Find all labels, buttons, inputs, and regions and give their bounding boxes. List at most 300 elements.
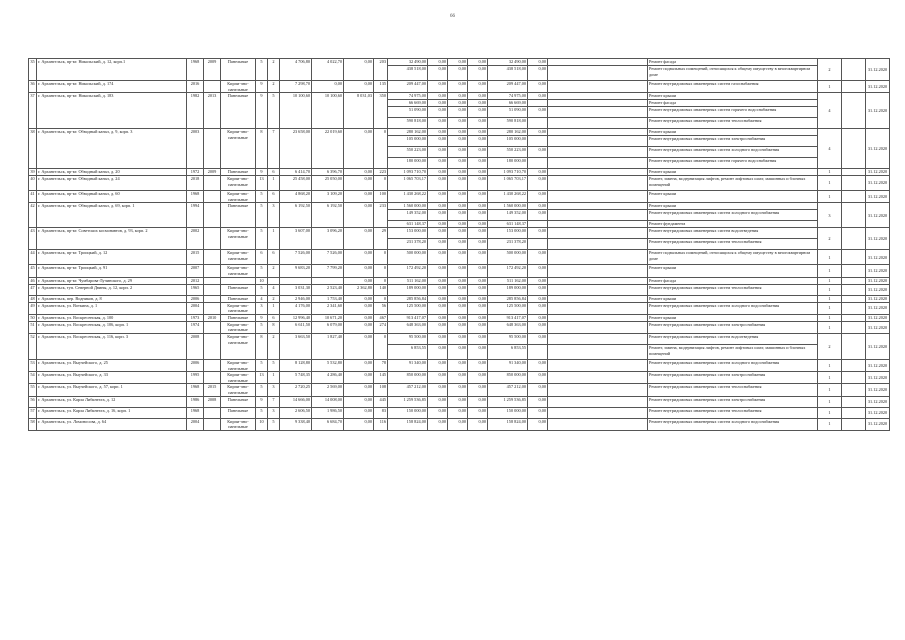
works-count-cell: 1	[818, 396, 842, 407]
other-funds-cell: 0,00	[528, 147, 548, 158]
municipal-area-cell: 0,00	[344, 191, 374, 203]
address-cell: г. Архангельск, ул. Воскресенская, д. 100	[37, 314, 187, 321]
owners-funds-cell: 1 560 000,00	[488, 203, 528, 210]
build-year-cell: 1968	[187, 59, 204, 81]
fund-regional-cell: 0,00	[448, 284, 468, 295]
row-number: 45	[29, 265, 37, 277]
total-area-cell: 2 720,25	[280, 384, 312, 396]
total-area-cell: 9 338,40	[280, 418, 312, 430]
blank-cell	[842, 277, 866, 284]
deadline-date-cell: 31.12.2020	[866, 295, 890, 302]
total-area-cell: 25 458,00	[280, 176, 312, 191]
work-description-cell: Ремонт внутридомовых инженерных систем газоснабжения	[648, 81, 818, 93]
work-description-cell: Ремонт крыши	[648, 129, 818, 136]
table-row	[29, 384, 890, 396]
fund-local-cell: 0,00	[468, 191, 488, 203]
cost-total-cell: 74 975,00	[388, 93, 428, 100]
spacer-cell	[548, 284, 648, 295]
other-funds-cell: 0,00	[528, 203, 548, 210]
address-cell: г. Архангельск, ул. Воскресенская, д. 106, корп. 1	[37, 321, 187, 333]
row-number: 51	[29, 321, 37, 333]
work-description-cell: Ремонт крыши	[648, 295, 818, 302]
work-description-cell: Ремонт внутридомовых инженерных систем теплоснабжения	[648, 384, 818, 396]
row-number: 41	[29, 191, 37, 203]
fund-regional-cell: 0,00	[448, 418, 468, 430]
renovation-year-cell	[204, 359, 221, 371]
fund-regional-cell: 0,00	[448, 203, 468, 210]
build-year-cell: 2012	[187, 277, 204, 284]
living-area-cell: 2 569,00	[312, 384, 344, 396]
work-description-cell: Ремонт внутридомовых инженерных систем водоотведения	[648, 228, 818, 239]
fund-regional-cell: 0,00	[448, 59, 468, 66]
works-count-cell: 2	[818, 228, 842, 250]
living-area-cell: 10 671,20	[312, 314, 344, 321]
floors-cell: 5	[256, 191, 268, 203]
works-count-cell: 4	[818, 93, 842, 129]
blank-cell	[842, 129, 866, 169]
address-cell: г. Архангельск, ул. Выучейского, д. 25	[37, 359, 187, 371]
living-area-cell: 3 096,20	[312, 228, 344, 250]
municipal-area-cell: 0,00	[344, 384, 374, 396]
spacer-cell	[548, 100, 648, 107]
residents-cell: 83	[374, 407, 388, 418]
blank-cell	[842, 203, 866, 228]
spacer-cell	[548, 176, 648, 191]
floors-cell: 13	[256, 372, 268, 384]
spacer-cell	[548, 265, 648, 277]
residents-cell: 0	[374, 129, 388, 169]
work-description-cell: Ремонт внутридомовых инженерных систем холодного водоснабжения	[648, 418, 818, 430]
address-cell: г. Архангельск, пр-кт. Обводный канал, д. 9, корп. 3	[37, 129, 187, 169]
floors-cell: 8	[256, 333, 268, 359]
wall-material-cell: Кирпи-чно-панельные	[221, 302, 256, 314]
fund-local-cell: 0,00	[468, 107, 488, 118]
deadline-date-cell: 31.12.2020	[866, 129, 890, 169]
work-description-cell: Ремонт внутридомовых инженерных систем электроснабжения	[648, 321, 818, 333]
total-area-cell: 8 128,80	[280, 359, 312, 371]
fund-federal-cell: 0,00	[428, 302, 448, 314]
fund-federal-cell: 0,00	[428, 295, 448, 302]
entrances-cell	[268, 277, 280, 284]
blank-cell	[842, 359, 866, 371]
municipal-area-cell: 0,00	[344, 302, 374, 314]
total-area-cell: 6 611,50	[280, 321, 312, 333]
residents-cell: 116	[374, 418, 388, 430]
table-row	[29, 396, 890, 407]
row-number: 53	[29, 359, 37, 371]
renovation-year-cell	[204, 228, 221, 250]
blank-cell	[842, 284, 866, 295]
address-cell: г. Архангельск, пр-кт. Никольский, д. 12, корп.1	[37, 59, 187, 81]
other-funds-cell: 0,00	[528, 396, 548, 407]
work-description-cell: Ремонт внутридомовых инженерных систем электроснабжения	[648, 372, 818, 384]
fund-local-cell: 0,00	[468, 239, 488, 250]
fund-federal-cell: 0,00	[428, 147, 448, 158]
cost-total-cell: 51 090,00	[388, 107, 428, 118]
cost-total-cell: 850 000,00	[388, 372, 428, 384]
living-area-cell: 22 019,60	[312, 129, 344, 169]
wall-material-cell: Панельные	[221, 295, 256, 302]
row-number: 47	[29, 284, 37, 295]
entrances-cell: 7	[268, 396, 280, 407]
entrances-cell: 5	[268, 359, 280, 371]
owners-funds-cell: 189 000,00	[488, 284, 528, 295]
spacer-cell	[548, 136, 648, 147]
fund-regional-cell: 0,00	[448, 384, 468, 396]
deadline-date-cell: 31.12.2020	[866, 93, 890, 129]
fund-federal-cell: 0,00	[428, 372, 448, 384]
fund-local-cell: 0,00	[468, 100, 488, 107]
address-cell: г. Архангельск, пр-кт. Обводный канал, д. 69, корп. 1	[37, 203, 187, 228]
fund-federal-cell: 0,00	[428, 136, 448, 147]
spacer-cell	[548, 321, 648, 333]
build-year-cell: 2002	[187, 228, 204, 250]
work-description-cell: Ремонт фасада	[648, 277, 818, 284]
owners-funds-cell: 631 148,37	[488, 221, 528, 228]
capital-repair-register-table	[28, 58, 890, 431]
residents-cell: 467	[374, 314, 388, 321]
residents-cell: 233	[374, 203, 388, 228]
fund-federal-cell: 0,00	[428, 384, 448, 396]
build-year-cell: 2018	[187, 176, 204, 191]
table-row	[29, 129, 890, 136]
living-area-cell: 6 684,70	[312, 418, 344, 430]
floors-cell: 6	[256, 250, 268, 265]
works-count-cell: 1	[818, 295, 842, 302]
spacer-cell	[548, 221, 648, 228]
total-area-cell: 3 663,50	[280, 333, 312, 359]
blank-cell	[842, 191, 866, 203]
fund-federal-cell: 0,00	[428, 265, 448, 277]
deadline-date-cell: 31.12.2020	[866, 396, 890, 407]
fund-federal-cell: 0,00	[428, 221, 448, 228]
wall-material-cell: Кирпи-чно-панельные	[221, 228, 256, 250]
deadline-date-cell: 31.12.2020	[866, 169, 890, 176]
municipal-area-cell: 0,00	[344, 418, 374, 430]
fund-federal-cell: 0,00	[428, 314, 448, 321]
floors-cell: 9	[256, 396, 268, 407]
residents-cell: 135	[374, 81, 388, 93]
residents-cell: 0	[374, 295, 388, 302]
works-count-cell: 1	[818, 277, 842, 284]
work-description-cell: Ремонт крыши	[648, 203, 818, 210]
work-description-cell: Ремонт внутридомовых инженерных систем электроснабжения	[648, 136, 818, 147]
fund-regional-cell: 0,00	[448, 321, 468, 333]
fund-regional-cell: 0,00	[448, 228, 468, 239]
living-area-cell: 25 050,00	[312, 176, 344, 191]
other-funds-cell: 0,00	[528, 284, 548, 295]
fund-local-cell: 0,00	[468, 384, 488, 396]
other-funds-cell: 0,00	[528, 59, 548, 66]
residents-cell: 0	[374, 333, 388, 359]
address-cell: г. Архангельск, пр-кт. Обводный канал, д. 24	[37, 176, 187, 191]
fund-regional-cell: 0,00	[448, 396, 468, 407]
address-cell: г. Архангельск, ул. Выучейского, д. 57, корп. 1	[37, 384, 187, 396]
fund-local-cell: 0,00	[468, 81, 488, 93]
build-year-cell: 1995	[187, 372, 204, 384]
other-funds-cell: 0,00	[528, 250, 548, 265]
owners-funds-cell: 149 352,00	[488, 210, 528, 221]
fund-federal-cell: 0,00	[428, 333, 448, 344]
cost-total-cell: 438 518,00	[388, 66, 428, 81]
municipal-area-cell: 0,00	[344, 176, 374, 191]
deadline-date-cell: 31.12.2020	[866, 407, 890, 418]
owners-funds-cell: 1 093 710,70	[488, 169, 528, 176]
municipal-area-cell: 0,00	[344, 59, 374, 81]
spacer-cell	[548, 66, 648, 81]
other-funds-cell	[528, 239, 548, 250]
blank-cell	[842, 250, 866, 265]
works-count-cell: 1	[818, 418, 842, 430]
fund-regional-cell: 0,00	[448, 314, 468, 321]
fund-federal-cell: 0,00	[428, 176, 448, 191]
blank-cell	[842, 93, 866, 129]
municipal-area-cell: 0,00	[344, 277, 374, 284]
fund-local-cell: 0,00	[468, 66, 488, 81]
floors-cell: 5	[256, 359, 268, 371]
owners-funds-cell: 66 669,00	[488, 100, 528, 107]
renovation-year-cell	[204, 418, 221, 430]
spacer-cell	[548, 118, 648, 129]
spacer-cell	[548, 158, 648, 169]
fund-local-cell: 0,00	[468, 221, 488, 228]
fund-local-cell: 0,00	[468, 169, 488, 176]
address-cell: г. Архангельск, пр-кт. Обводный канал, д. 20	[37, 169, 187, 176]
residents-cell: 145	[374, 372, 388, 384]
owners-funds-cell: 1 430 268,22	[488, 191, 528, 203]
owners-funds-cell: 158 824,00	[488, 418, 528, 430]
works-count-cell: 1	[818, 407, 842, 418]
fund-local-cell: 0,00	[468, 93, 488, 100]
fund-regional-cell: 0,00	[448, 372, 468, 384]
row-number: 56	[29, 396, 37, 407]
cost-total-cell: 1 065 703,17	[388, 176, 428, 191]
renovation-year-cell	[204, 277, 221, 284]
total-area-cell: 4 176,00	[280, 302, 312, 314]
works-count-cell: 2	[818, 333, 842, 359]
total-area-cell: 23 658,00	[280, 129, 312, 169]
wall-material-cell: Панельные	[221, 203, 256, 228]
works-count-cell: 1	[818, 384, 842, 396]
table-row	[29, 277, 890, 284]
living-area-cell: 5 532,80	[312, 359, 344, 371]
other-funds-cell: 0,00	[528, 66, 548, 81]
fund-regional-cell: 0,00	[448, 250, 468, 265]
address-cell: г. Архангельск, пр-кт. Никольский, д. 183	[37, 93, 187, 129]
table-row	[29, 93, 890, 100]
fund-local-cell: 0,00	[468, 118, 488, 129]
residents-cell: 100	[374, 191, 388, 203]
address-cell: г. Архангельск, ул. Ломоносова, д. 64	[37, 418, 187, 430]
owners-funds-cell: 590 818,00	[488, 118, 528, 129]
spacer-cell	[548, 239, 648, 250]
total-area-cell: 4 868,20	[280, 191, 312, 203]
spacer-cell	[548, 191, 648, 203]
wall-material-cell: Кирпи-чно-панельные	[221, 333, 256, 359]
other-funds-cell: 0,00	[528, 372, 548, 384]
table-row	[29, 418, 890, 430]
row-number: 36	[29, 81, 37, 93]
renovation-year-cell	[204, 372, 221, 384]
entrances-cell: 6	[268, 314, 280, 321]
floors-cell: 5	[256, 228, 268, 250]
other-funds-cell	[528, 221, 548, 228]
owners-funds-cell: 6 853,55	[488, 344, 528, 359]
other-funds-cell: 0,00	[528, 107, 548, 118]
blank-cell	[842, 59, 866, 81]
work-description-cell: Ремонт внутридомовых инженерных систем холодного водоснабжения	[648, 359, 818, 371]
fund-regional-cell: 0,00	[448, 100, 468, 107]
other-funds-cell: 0,00	[528, 210, 548, 221]
residents-cell: 445	[374, 396, 388, 407]
fund-regional-cell: 0,00	[448, 93, 468, 100]
residents-cell: 203	[374, 59, 388, 81]
fund-regional-cell: 0,00	[448, 239, 468, 250]
wall-material-cell: Кирпи-чно-панельные	[221, 321, 256, 333]
fund-local-cell: 0,00	[468, 295, 488, 302]
blank-cell	[842, 333, 866, 359]
total-area-cell: 2 946,00	[280, 295, 312, 302]
spacer-cell	[548, 344, 648, 359]
cost-total-cell: 590 818,00	[388, 118, 428, 129]
row-number: 37	[29, 93, 37, 129]
cost-total-cell: 500 000,00	[388, 250, 428, 265]
renovation-year-cell: 2009	[204, 59, 221, 81]
fund-regional-cell: 0,00	[448, 107, 468, 118]
work-description-cell: Ремонт фасада	[648, 100, 818, 107]
floors-cell: 10	[256, 277, 268, 284]
other-funds-cell: 0,00	[528, 277, 548, 284]
work-description-cell: Ремонт крыши	[648, 265, 818, 277]
cost-total-cell: 189 000,00	[388, 284, 428, 295]
municipal-area-cell: 0,00	[344, 321, 374, 333]
works-count-cell: 1	[818, 284, 842, 295]
fund-regional-cell: 0,00	[448, 295, 468, 302]
build-year-cell: 2003	[187, 129, 204, 169]
fund-regional-cell: 0,00	[448, 407, 468, 418]
fund-local-cell: 0,00	[468, 372, 488, 384]
works-count-cell: 1	[818, 302, 842, 314]
owners-funds-cell: 172 492,20	[488, 265, 528, 277]
entrances-cell: 3	[268, 203, 280, 228]
works-count-cell: 1	[818, 314, 842, 321]
municipal-area-cell: 0,00	[344, 203, 374, 228]
other-funds-cell: 0,00	[528, 228, 548, 239]
build-year-cell: 2006	[187, 359, 204, 371]
other-funds-cell	[528, 158, 548, 169]
work-description-cell: Ремонт внутридомовых инженерных систем холодного водоснабжения	[648, 147, 818, 158]
other-funds-cell: 0,00	[528, 295, 548, 302]
owners-funds-cell: 500 000,00	[488, 250, 528, 265]
fund-federal-cell: 0,00	[428, 66, 448, 81]
wall-material-cell: Кирпи-чно-панельные	[221, 191, 256, 203]
deadline-date-cell: 31.12.2020	[866, 359, 890, 371]
fund-regional-cell: 0,00	[448, 302, 468, 314]
living-area-cell: 14 008,00	[312, 396, 344, 407]
table-row	[29, 176, 890, 191]
fund-local-cell: 0,00	[468, 418, 488, 430]
cost-total-cell: 1 259 536,85	[388, 396, 428, 407]
build-year-cell: 1968	[187, 191, 204, 203]
table-row	[29, 191, 890, 203]
blank-cell	[842, 418, 866, 430]
floors-cell: 9	[256, 169, 268, 176]
fund-federal-cell: 0,00	[428, 210, 448, 221]
residents-cell: 0	[374, 277, 388, 284]
owners-funds-cell: 153 000,00	[488, 228, 528, 239]
renovation-year-cell	[204, 129, 221, 169]
renovation-year-cell	[204, 321, 221, 333]
table-row	[29, 81, 890, 93]
total-area-cell: 6 414,70	[280, 169, 312, 176]
owners-funds-cell: 285 856,84	[488, 295, 528, 302]
work-description-cell: Ремонт внутридомовых инженерных систем холодного водоснабжения	[648, 302, 818, 314]
deadline-date-cell: 31.12.2020	[866, 277, 890, 284]
table-row	[29, 228, 890, 239]
living-area-cell: 6 192,50	[312, 203, 344, 228]
works-count-cell: 1	[818, 169, 842, 176]
spacer-cell	[548, 250, 648, 265]
living-area-cell: 7 799,20	[312, 265, 344, 277]
fund-federal-cell: 0,00	[428, 203, 448, 210]
address-cell: г. Архангельск, пер. Водников, д. 8	[37, 295, 187, 302]
entrances-cell: 6	[268, 250, 280, 265]
row-number: 46	[30, 277, 35, 283]
deadline-date-cell: 31.12.2020	[866, 250, 890, 265]
entrances-cell: 5	[268, 93, 280, 129]
other-funds-cell: 0,00	[528, 129, 548, 136]
cost-total-cell: 158 824,00	[388, 418, 428, 430]
cost-total-cell: 648 363,00	[388, 321, 428, 333]
entrances-cell: 4	[268, 284, 280, 295]
cost-total-cell: 153 000,00	[388, 228, 428, 239]
address-cell: г. Архангельск, пр-кт. Троицкий, д. 12	[37, 250, 187, 265]
other-funds-cell: 0,00	[528, 407, 548, 418]
fund-federal-cell: 0,00	[428, 321, 448, 333]
owners-funds-cell: 1 259 536,85	[488, 396, 528, 407]
work-description-cell: Ремонт, замена, модернизация лифтов, ремонт лифтовых шахт, машинных и блочных помещений	[648, 176, 818, 191]
row-number: 54	[29, 372, 37, 384]
cost-total-cell: 149 352,00	[388, 210, 428, 221]
deadline-date-cell: 31.12.2020	[866, 265, 890, 277]
fund-regional-cell: 0,00	[448, 136, 468, 147]
municipal-area-cell: 0,00	[344, 359, 374, 371]
fund-federal-cell: 0,00	[428, 407, 448, 418]
blank-cell	[842, 302, 866, 314]
row-number: 50	[30, 314, 35, 320]
living-area-cell: 0,00	[312, 81, 344, 93]
other-funds-cell: 0,00	[528, 302, 548, 314]
spacer-cell	[548, 228, 648, 239]
cost-total-cell: 285 856,84	[388, 295, 428, 302]
municipal-area-cell: 0,00	[344, 228, 374, 250]
entrances-cell: 2	[268, 333, 280, 359]
fund-federal-cell: 0,00	[428, 359, 448, 371]
fund-regional-cell: 0,00	[448, 265, 468, 277]
other-funds-cell	[528, 100, 548, 107]
spacer-cell	[548, 396, 648, 407]
municipal-area-cell: 0,00	[344, 295, 374, 302]
fund-regional-cell: 0,00	[448, 66, 468, 81]
build-year-cell: 1972	[187, 169, 204, 176]
spacer-cell	[548, 129, 648, 136]
living-area-cell: 1 827,40	[312, 333, 344, 359]
deadline-date-cell: 31.12.2020	[866, 418, 890, 430]
fund-local-cell: 0,00	[468, 147, 488, 158]
living-area-cell: 6 079,00	[312, 321, 344, 333]
other-funds-cell: 0,00	[528, 176, 548, 191]
works-count-cell: 1	[818, 176, 842, 191]
